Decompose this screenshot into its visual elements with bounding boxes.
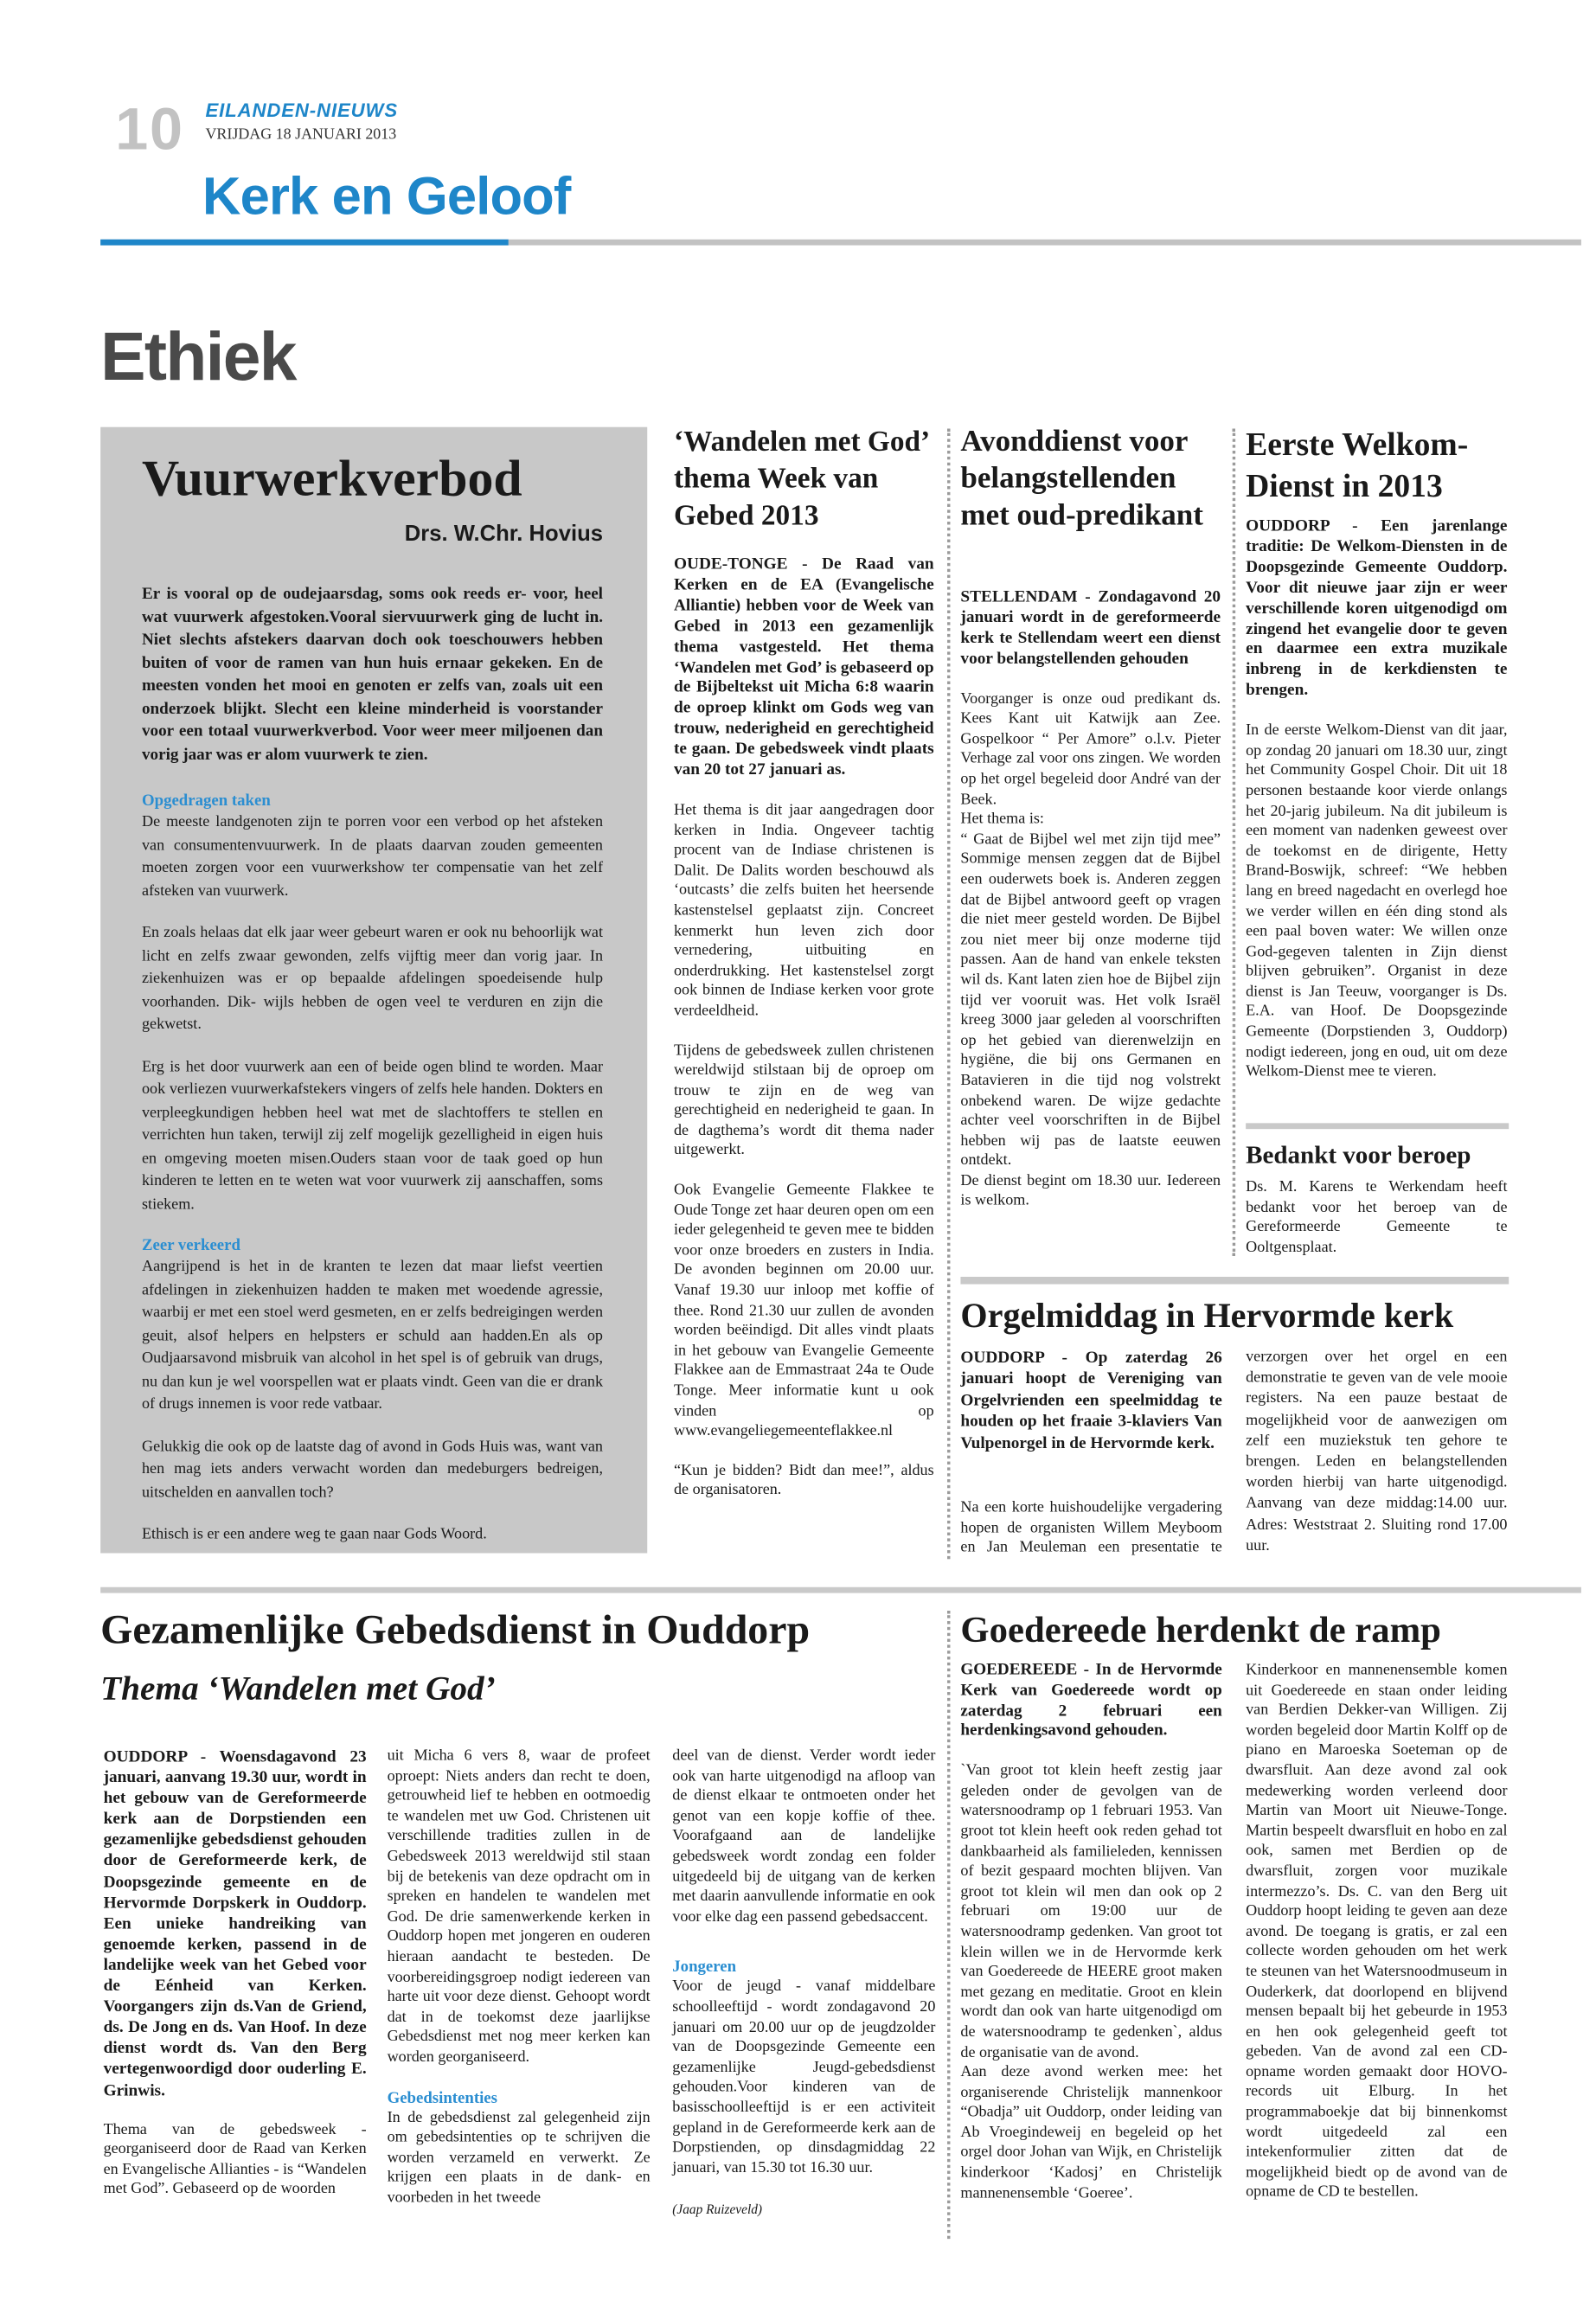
gebed-subheading-1: Gebedsintenties bbox=[387, 2088, 497, 2107]
column-divider bbox=[947, 428, 950, 1559]
ethiek-intro: Er is vooral op de oudejaarsdag, soms ook reeds er- voor, heel wat vuurwerk afgestoken.Vooral siervuurwerk ging de lucht in. Niet slechts afstekers daarvan doch ook toeschouwers hebben buiten of voor de ramen van hun huis ernaar gekeken. En de meesten vonden het mooi en genoten er zelfs van, zoals uit een onderzoek blijkt. Slecht een kleine minderheid is voorstander voor een totaal vuurwerkverbod. Voor weer meer miljoenen dan vorig jaar was er alom vuurwerk te zien. bbox=[141, 585, 603, 764]
gebed-subtitle: Thema ‘Wandelen met God’ bbox=[100, 1670, 496, 1708]
gebed-credit: (Jaap Ruizeveld) bbox=[672, 2202, 763, 2217]
bedankt-title: Bedankt voor beroep bbox=[1246, 1140, 1471, 1170]
column-divider bbox=[947, 1611, 950, 2239]
wandelen-paragraph: “Kun je bidden? Bidt dan mee!”, aldus de organisatoren. bbox=[673, 1462, 934, 1499]
avond-paragraph: Het thema is: bbox=[960, 811, 1044, 828]
avond-lead: STELLENDAM - Zondagavond 20 januari wordt in de gereformeerde kerk te Stellendam weert een dienst voor belangstellenden gehouden bbox=[960, 587, 1221, 668]
orgel-paragraph-text: Na een korte huishoudelijke vergadering hopen de organisten Willem Meyboom en Jan Meuleman een presentatie te bbox=[960, 1499, 1222, 1557]
ethiek-paragraph: Aangrijpend is het in de kranten te lezen dat maar liefst veertien afdelingen in ziekenhuizen hadden te maken met woedende agressie, waarbij er met een stoel werd gesmeten, en er zelfs bedreigingen werden geuit, alsof helpers en helpsters er schuld aan hadden.En als op Oudjaarsavond misbruik van alcohol in het spel is of gebruik van drugs, nu dan kun je wel voorspellen wat er plaats vindt. Geen van die er drank of drugs innemen is voor rede vatbaar. bbox=[141, 1259, 603, 1413]
ramp-lead: GOEDEREEDE - In de Hervormde Kerk van Goedereede wordt op zaterdag 2 februari een herdenkingsavond gehouden. bbox=[960, 1661, 1222, 1740]
gebed-subheading-2: Jongeren bbox=[672, 1958, 737, 1977]
column-divider bbox=[1233, 428, 1235, 1256]
ethiek-paragraph: En zoals helaas dat elk jaar weer gebeurt waren er ook nu behoorlijk wat licht en zelfs zwaar gewonden, zelfs vijftig meer dan vorig jaar. In ziekenhuizen was er op bepaalde afdelingen spoedeisende hulp voorhanden. Dik- wijls hebben de ogen veel te verduren en zijn die gekwetst. bbox=[141, 925, 603, 1034]
avond-body bbox=[960, 588, 1221, 1212]
avond-paragraph: Voorganger is onze oud predikant ds. Kees Kant uit Katwijk aan Zee. Gospelkoor “ Per Amore” o.l.v. Pieter Verhage zal voor ons zingen. We worden op het orgel begeleid door André van der Beek. bbox=[960, 690, 1221, 808]
wandelen-paragraph: Ook Evangelie Gemeente Flakkee te Oude Tonge zet haar deuren open om een ieder gelegenheid te geven mee te bidden voor onze broeders en zusters in India. De avonden beginnen om 20.00 uur. Vanaf 19.30 uur inloop met koffie of thee. Rond 21.30 uur zullen de avonden worden beëindigd. Dit alles vindt plaats in het gebouw van Evangelie Gemeente Flakkee aan de Emmastraat 24a te Oude Tonge. Meer informatie kunt u ook vinden op www.evangeliegemeenteflakkee.nl bbox=[673, 1182, 934, 1440]
welkom-divider bbox=[1246, 1123, 1509, 1129]
bottom-section-rule bbox=[100, 1587, 1581, 1593]
welkom-title: Eerste Welkom-Dienst in 2013 bbox=[1246, 425, 1469, 504]
ramp-col-2 bbox=[1246, 1661, 1507, 2203]
orgel-title: Orgelmiddag in Hervormde kerk bbox=[960, 1297, 1454, 1336]
ethiek-subheading-2: Zeer verkeerd bbox=[141, 1236, 240, 1255]
ethiek-paragraph: Ethisch is er een andere weg te gaan naar Gods Woord. bbox=[141, 1526, 487, 1543]
ethiek-subheading-1: Opgedragen taken bbox=[141, 792, 271, 811]
ethiek-paragraph: De meeste landgenoten zijn te porren voor een verbod op het afsteken van consumentenvuurwerk. In de plaats daarvan zouden gemeenten moeten zorgen voor een vuurwerkshow ter compensatie van het zelf afsteken van vuurwerk. bbox=[141, 814, 603, 900]
ramp-title: Goedereede herdenkt de ramp bbox=[960, 1611, 1441, 1651]
ramp-paragraph: `Van groot tot klein heeft zestig jaar geleden onder de gevolgen van de watersnoodramp op 1 februari 1953. Van groot tot klein heeft ook reden gehad tot dankbaarheid als familieleden, kennissen of bezit gespaard mochten blijven. Van groot tot klein wil men dan ook op 2 februari om 19:00 uur de watersnoodramp gedenken. Van groot tot klein willen we in de Hervormde kerk van Goedereede de HEERE groot maken met gezang en meditatie. Groot en klein wordt dan ook van harte uitgenodigd om de watersnoodramp te gedenken`, aldus de organisatie van de avond. bbox=[960, 1763, 1222, 2061]
gebed-title: Gezamenlijke Gebedsdienst in Ouddorp bbox=[100, 1607, 811, 1654]
gebed-paragraph: Voor de jeugd - vanaf middelbare schoolleeftijd - wordt zondagavond 20 januari om 20.00 uur op de jeugdzolder van de Doopsgezinde Gemeente een gezamenlijke Jeugd-gebedsdienst gehouden.Voor kinderen van de basisschoolleeftijd is er een activiteit gepland in de Gereformeerde kerk aan de Dorpstienden, op dinsdagmiddag 22 januari, van 15.30 tot 16.30 uur. bbox=[672, 1979, 936, 2176]
section-title: Kerk en Geloof bbox=[202, 165, 571, 227]
orgel-paragraph-text: verzorgen over het orgel en een demonstratie te geven van de vele mooie registers. Na een pauze bestaat de mogelijkheid voor de aanwezigen om zelf een muziekstuk ten gehore te brengen. Leden en belangstellenden worden hierbij van harte uitgenodigd. Aanvang van deze middag:14.00 uur. Adres: Weststraat 2. Sluiting rond 17.00 uur. bbox=[1246, 1349, 1508, 1554]
gebed-lead: OUDDORP - Woensdagavond 23 januari, aanvang 19.30 uur, wordt in het gebouw van de Gereformeerde kerk aan de Dorpstienden een gezamenlijke gebedsdienst gehouden door de Gereformeerde kerk, de Doopsgezinde gemeente en de Hervormde Dorpskerk in Ouddorp. Een unieke handreiking van genoemde kerken, passend in de landelijke week van het Gebed voor de Eénheid van Kerken. Voorgangers zijn ds.Van de Griend, ds. De Jong en ds. Van Hoof. In deze dienst wordt ds. Van den Berg vertegenwoordigd door ouderling E. Grinwis. bbox=[103, 1747, 367, 2099]
wandelen-paragraph: Tijdens de gebedsweek zullen christenen wereldwijd stilstaan bij de oproep om trouw te zijn en de weg van gerechtigheid en nederigheid te gaan. In de dagthema’s wordt dit thema nader uitgewerkt. bbox=[673, 1042, 934, 1160]
ramp-paragraph: Kinderkoor en mannenensemble komen uit Goedereede en staan onder leiding van Berdien Dekker-van Willigen. Zij worden begeleid door Martin Kolff op de piano en Maroeska Soeteman op de dwarsfluit. Aan deze avond zal ook medewerking worden verleend door Martin van Moort uit Nieuwe-Tonge. Martin bespeelt dwarsfluit en hobo en zal ook, samen met Berdien op de dwarsfluit, zorgen voor muzikale intermezzo’s. Ds. C. van den Berg uit Ouddorp hoopt leiding te geven aan deze avond. De toegang is gratis, er zal een collecte worden gehouden om het werk te steunen van het Watersnoodmuseum in Ouderkerk, dat doorlopend en blijvend mensen bepaalt bij het gebeurde in 1953 en hen ook gelegenheid geeft tot gebeden. Van de avond zal een CD-opname worden gemaakt door HOVO-records uit Elburg. In het programmaboekje dat bij binnenkomst wordt uitgedeeld zal een intekenformulier zitten dat de mogelijkheid biedt op de avond van de opname de CD te bestellen. bbox=[1246, 1662, 1508, 2202]
ramp-col-1 bbox=[960, 1661, 1221, 2240]
wandelen-body bbox=[674, 555, 934, 1501]
avond-title: Avonddienst voor belangstellenden met oud-predikant bbox=[960, 425, 1203, 532]
section-rule-blue bbox=[100, 240, 508, 246]
gebed-paragraph: Thema van de gebedsweek - georganiseerd door de Raad van Kerken en Evangelische Allianties - is “Wandelen met God”. Gebaseerd op de woorden bbox=[103, 2121, 367, 2198]
page-number: 10 bbox=[115, 97, 184, 163]
ethiek-title: Vuurwerkverbod bbox=[141, 449, 522, 507]
gebed-paragraph: In de gebedsdienst zal gelegenheid zijn om gebedsintenties op te schrijven die worden verzameld en verwerkt. Ze krijgen een plaats in de dank- en voorbeden in het tweede bbox=[387, 2109, 651, 2207]
orgel-lead-text: OUDDORP - Op zaterdag 26 januari hoopt de Vereniging van Orgelvrienden een speelmiddag te houden op het fraaie 3-klaviers Van Vulpenorgel in de Hervormde kerk. bbox=[960, 1349, 1222, 1452]
ethiek-paragraph: Erg is het door vuurwerk aan een of beide ogen blind te worden. Maar ook verliezen vuurwerkafstekers vingers of zelfs hele handen. Dokters en verpleegkundigen hebben heel wat met de slachtoffers te stellen en verrichten hun taken, terwijl zij zelf mogelijk gezelligheid in eigen huis en omgeving moeten misen.Ouders staan voor de taak goed op hun kinderen te letten en te weten wat voor vuurwerk zij aanschaffen, soms stiekem. bbox=[141, 1059, 603, 1213]
avond-paragraph: De dienst begint om 18.30 uur. Iedereen is welkom. bbox=[960, 1173, 1221, 1210]
wandelen-paragraph: Het thema is dit jaar aangedragen door kerken in India. Ongeveer tachtig procent van de Indiase christenen is Dalit. De Dalits worden beschouwd als ‘outcasts’ die zelfs buiten het heersende kastenstelsel geplaatst zijn. Concreet kenmerkt hun leven zich door vernedering, uitbuiting en onderdrukking. Het kastenstelsel zorgt ook binnen de Indiase kerken voor grote verdeeldheid. bbox=[673, 802, 934, 1020]
orgel-paragraph bbox=[960, 1498, 1221, 1561]
issue-date: VRIJDAG 18 JANUARI 2013 bbox=[205, 126, 397, 144]
wandelen-lead: OUDE-TONGE - De Raad van Kerken en de EA (Evangelische Alliantie) hebben voor de Week van Gebed in 2013 een gezamenlijk thema vastgesteld. Het thema ‘Wandelen met God’ is gebaseerd op de Bijbeltekst uit Micha 6:8 waarin de oproep klinkt om Gods weg van trouw, nederigheid en gerechtigheid te gaan. De gebedsweek vindt plaats van 20 tot 27 januari as. bbox=[673, 555, 934, 779]
ethiek-body bbox=[142, 584, 603, 1547]
orgel-top-rule bbox=[960, 1277, 1509, 1285]
welkom-lead: OUDDORP - Een jarenlange traditie: De Welkom-Diensten in de Doopsgezinde Gemeente Ouddorp. Voor dit nieuwe jaar zijn er weer verschillende koren uitgenodigd om zingend het evangelie door te geven en daarmee een extra muzikale inbreng in de kerkdiensten te brengen. bbox=[1246, 516, 1508, 700]
orgel-paragraph-cont bbox=[1246, 1348, 1507, 1563]
gebed-paragraph: deel van de dienst. Verder wordt ieder ook van harte uitgenodigd na afloop van de dienst elkaar te ontmoeten onder het genot van een kopje koffie of thee. Voorafgaand aan de landelijke gebedsweek wordt zondag een folder uitgedeeld bij de uitgang van de kerken met daarin aanvullende informatie en ook voor elke dag een passend gebedsaccent. bbox=[672, 1747, 936, 1926]
orgel-lead bbox=[960, 1348, 1221, 1454]
brand-logo: EILANDEN-NIEUWS bbox=[205, 99, 399, 122]
gebed-col-2 bbox=[388, 1747, 651, 2208]
gebed-col-1 bbox=[104, 1747, 367, 2200]
bedankt-text: Ds. M. Karens te Werkendam heeft bedankt voor het beroep van de Gereformeerde Gemeente te Ooltgensplaat. bbox=[1246, 1179, 1508, 1256]
ramp-paragraph: Aan deze avond werken mee: het organiserende Christelijk mannenkoor “Obadja” uit Ouddorp, onder leiding van Ab Vroegindeweij en begeleid op het orgel door Johan van Wijk, en Christelijk kinderkoor ‘Kadosj’ en Christelijk mannenensemble ‘Goeree’. bbox=[960, 2064, 1222, 2202]
gebed-col-3 bbox=[672, 1747, 935, 2217]
ethiek-paragraph: Gelukkig die ook op de laatste dag of avond in Gods Huis was, want van hen mag iets anders verwacht worden dan medeburgers bedreigen, uitschelden en aanvallen toch? bbox=[141, 1439, 603, 1501]
ethiek-author: Drs. W.Chr. Hovius bbox=[404, 522, 603, 548]
ethiek-label: Ethiek bbox=[100, 317, 296, 395]
welkom-paragraph: In de eerste Welkom-Dienst van dit jaar, op zondag 20 januari om 18.30 uur, zingt het Community Gospel Choir. Dit uit 18 personen bestaande koor vierde onlangs het 20-jarig jubileum. Na dit jubileum is een moment van nadenken geweest over de toekomst en de dirigente, Hetty Brand-Boswijk, schreef: “We hebben lang en breed nagedacht en overlegd hoe we verder willen en één ding stond als een paal boven water: We willen onze God-gegeven talenten in Zijn dienst blijven gebruiken”. Organist in deze dienst is Jan Teeuw, voorganger is Ds. E.A. van Hoof. De Doopsgezinde Gemeente (Dorpstienden 3, Ouddorp) nodigt iedereen, jong en oud, uit om deze Welkom-Dienst mee te vieren. bbox=[1246, 722, 1508, 1081]
gebed-paragraph: uit Micha 6 vers 8, waar de profeet oproept: Niets anders dan recht te doen, getrouwheid lief te hebben en ootmoedig te wandelen met uw God. Christenen uit verschillende tradities zullen in de Gebedsweek 2013 wereldwijd stil staan bij de betekenis van deze opdracht om in spreken en handelen te wandelen met God. De drie samenwerkende kerken in Ouddorp hopen met jongeren en ouderen hieraan aandacht te besteden. De voorbereidingsgroep nodigt iedereen van harte uit voor deze dienst. Gehoopt wordt dat in de toekomst deze jaarlijkse Gebedsdienst met nog meer kerken kan worden georganiseerd. bbox=[387, 1747, 651, 2067]
avond-paragraph: “ Gaat de Bijbel wel met zijn tijd mee” Sommige mensen zeggen dat de Bijbel een ouderwets boek is. Anderen zeggen dat de Bijbel antwoord geeft op vragen die niet meer gesteld worden. De Bijbel zou niet meer bij onze moderne tijd passen. Aan de hand van enkele teksten wil ds. Kant laten zien hoe de Bijbel zijn tijd ver vooruit was. Het volk Israël kreeg 3000 jaar geleden al voorschriften op het gebied van dierenwelzijn en hygiëne, die bij ons Germanen en Batavieren in die tijd nog volstrekt onbekend waren. De wijze gedachte achter veel voorschriften in de Bijbel hebben wij pas de laatste eeuwen ontdekt. bbox=[960, 831, 1221, 1170]
wandelen-title: ‘Wandelen met God’ thema Week van Gebed 2013 bbox=[673, 426, 928, 532]
welkom-body bbox=[1246, 517, 1507, 1083]
